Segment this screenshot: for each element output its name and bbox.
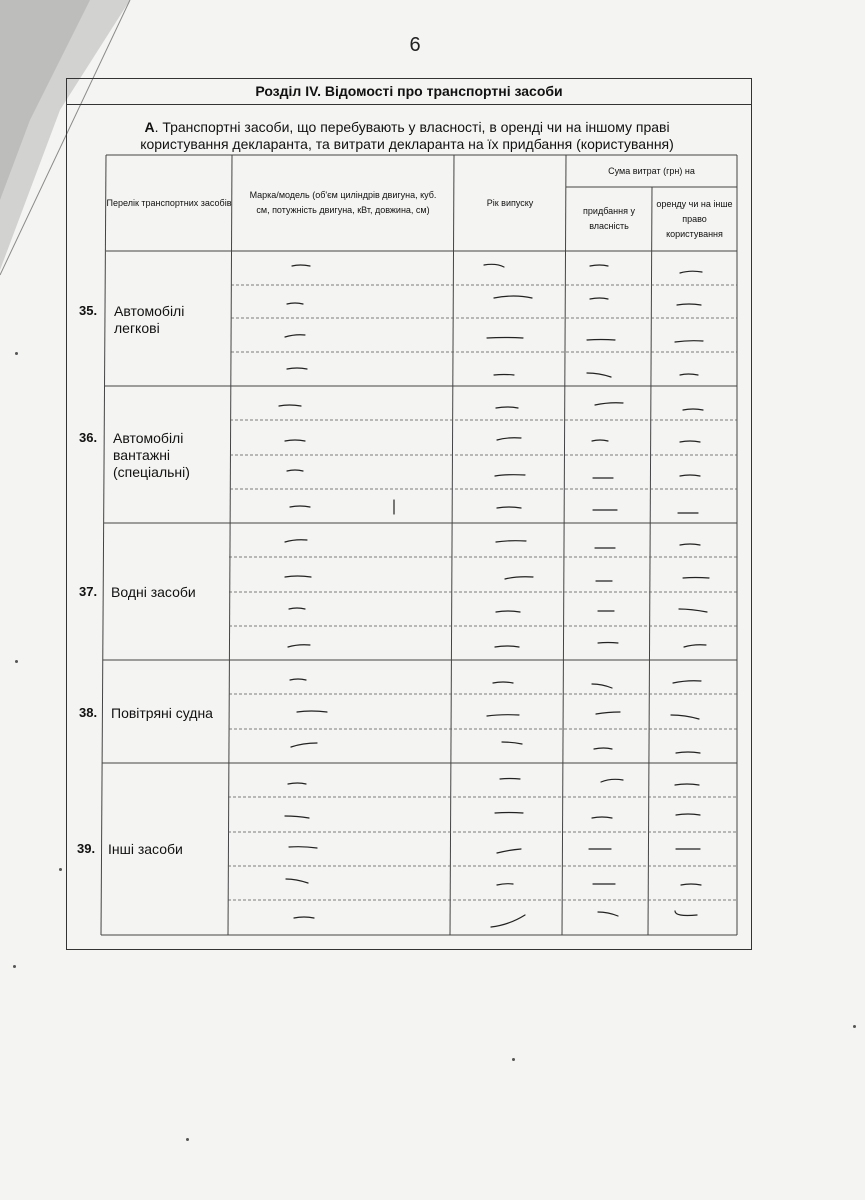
header-year: Рік випуску [486,197,534,208]
row-number-37: 37. [79,584,98,599]
row-number-38: 38. [79,705,98,720]
row-label-35: Автомобілі легкові [114,303,185,336]
row-label-38: Повітряні судна [111,705,213,721]
handwritten-dashes [279,264,709,927]
row-label-37: Водні засоби [111,584,196,600]
row-number-39: 39. [77,841,96,856]
scan-speck [512,1058,515,1061]
row-number-35: 35. [79,303,98,318]
row-label-39: Інші засоби [108,841,183,857]
row-label-36: Автомобілі вантажні (спеціальні) [113,430,190,480]
header-expense: Сума витрат (грн) на [608,165,695,176]
scan-speck [13,965,16,968]
subsection-text: . Транспортні засоби, що перебувають у власності, в оренді чи на іншому праві користування декларанта, та витрати декларанта на їх придбання (користування) [140,119,674,152]
scan-speck [186,1138,189,1141]
header-purchase: придбання у власність [583,206,635,231]
page-number: 6 [409,34,421,56]
row-number-36: 36. [79,430,98,445]
header-rent: оренду чи на інше право користування [656,198,733,239]
section-title: Розділ IV. Відомості про транспортні засоби [67,79,751,105]
header-list: Перелік транспортних засобів [106,197,232,208]
scan-speck [59,868,62,871]
scan-speck [15,352,18,355]
subsection-letter: А [144,119,155,135]
scan-speck [853,1025,856,1028]
header-brand: Марка/модель (об'єм циліндрів двигуна, куб. см, потужність двигуна, кВт, довжина, см) [249,190,437,215]
scan-speck [15,660,18,663]
